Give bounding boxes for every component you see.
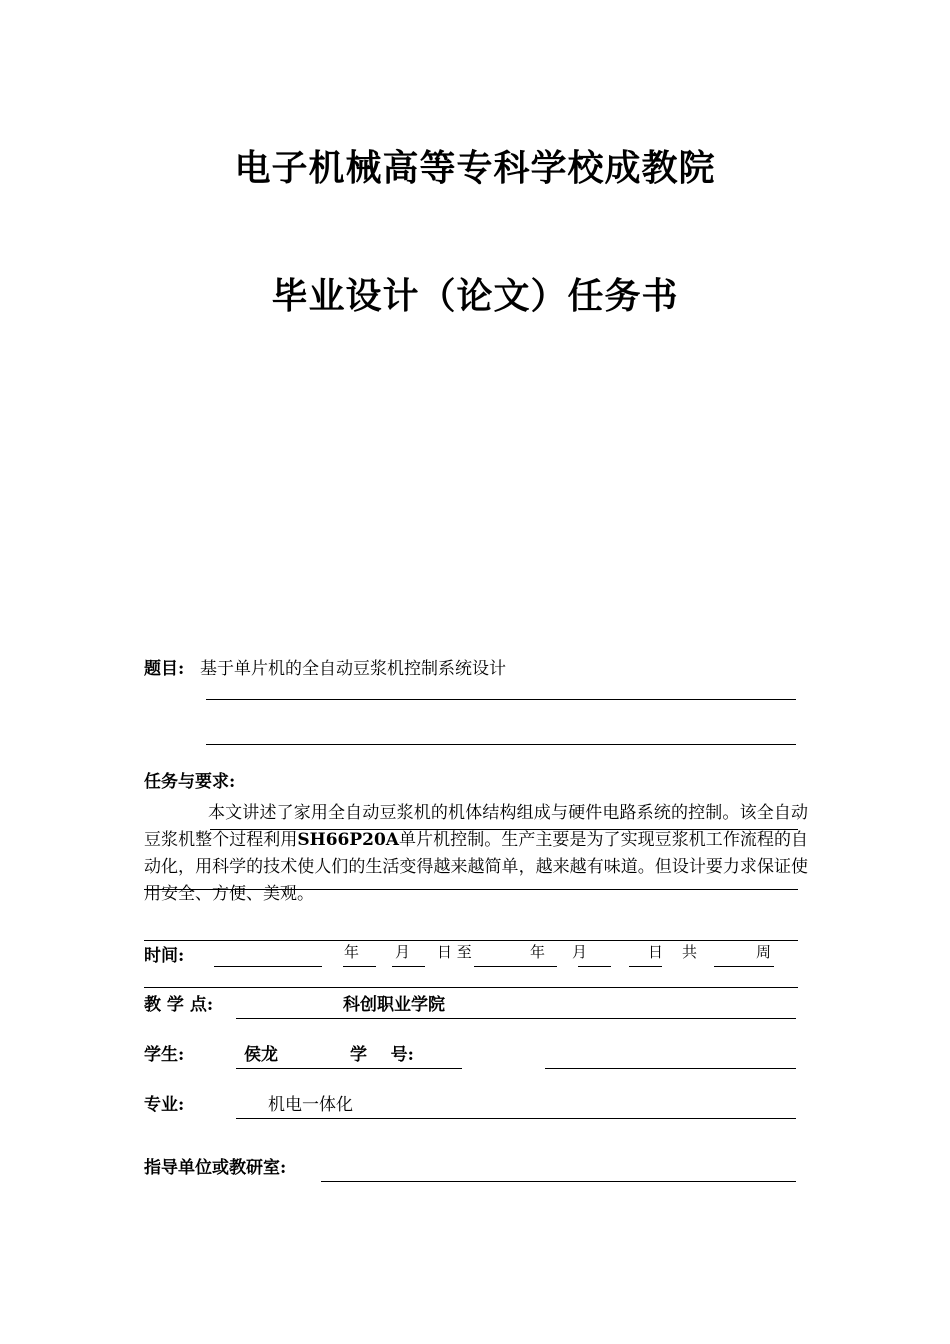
time-blank-2 <box>343 966 376 967</box>
time-weeks: 周 <box>756 943 772 961</box>
site-label: 教 学 点: <box>144 995 214 1015</box>
student-id-label: 学 号: <box>350 1045 414 1065</box>
task-line-3: 浆机工作流程的自动化，用科学的技术使人们的生活变得越来越简单，越来越 <box>144 830 809 877</box>
topic-label: 题目: <box>144 659 185 679</box>
time-label: 时间: <box>144 946 185 966</box>
task-paragraph <box>144 800 808 908</box>
topic-value: 基于单片机的全自动豆浆机控制系统设计 <box>200 659 506 679</box>
topic-underline-1 <box>206 699 796 700</box>
time-blank-7 <box>714 966 774 967</box>
time-total: 共 <box>682 943 698 961</box>
topic-underline-2 <box>206 744 796 745</box>
student-label: 学生: <box>144 1045 185 1065</box>
time-year-2: 年 <box>530 943 546 961</box>
site-underline <box>236 1018 796 1019</box>
advisor-label: 指导单位或教研室: <box>144 1158 287 1178</box>
site-value: 科创职业学院 <box>343 995 445 1015</box>
student-underline <box>236 1068 462 1069</box>
time-month-1: 月 <box>395 943 411 961</box>
major-value: 机电一体化 <box>268 1095 353 1115</box>
student-value: 侯龙 <box>244 1045 278 1065</box>
task-rule-1 <box>210 829 798 830</box>
task-line-4: 有味道。但设计要力求保证使用安全、方便、美观。 <box>144 857 809 904</box>
time-blank-1 <box>214 966 322 967</box>
advisor-underline <box>321 1181 796 1182</box>
school-title: 电子机械高等专科学校成教院 <box>234 147 716 189</box>
time-blank-4 <box>474 966 557 967</box>
time-rule <box>144 987 798 988</box>
time-day-to: 日 至 <box>437 943 472 961</box>
time-blank-5 <box>578 966 611 967</box>
major-underline <box>236 1118 796 1119</box>
task-label: 任务与要求: <box>144 772 236 792</box>
student-id-underline <box>545 1068 796 1069</box>
time-blank-3 <box>392 966 425 967</box>
task-line-2a: 该全自动豆浆机整个过程利用 <box>144 803 809 850</box>
chip-model: SH66P20A <box>297 830 400 850</box>
time-month-2: 月 <box>572 943 588 961</box>
task-rule-2 <box>144 889 798 890</box>
task-line-2b: 单片机控制。生产主要是为了实现豆 <box>399 830 672 850</box>
time-blank-6 <box>629 966 662 967</box>
time-day-2: 日 <box>648 943 664 961</box>
document-title: 毕业设计（论文）任务书 <box>271 275 679 317</box>
major-label: 专业: <box>144 1095 185 1115</box>
task-line-1: 本文讲述了家用全自动豆浆机的机体结构组成与硬件电路系统的控制。 <box>208 803 740 823</box>
time-year-1: 年 <box>344 943 360 961</box>
